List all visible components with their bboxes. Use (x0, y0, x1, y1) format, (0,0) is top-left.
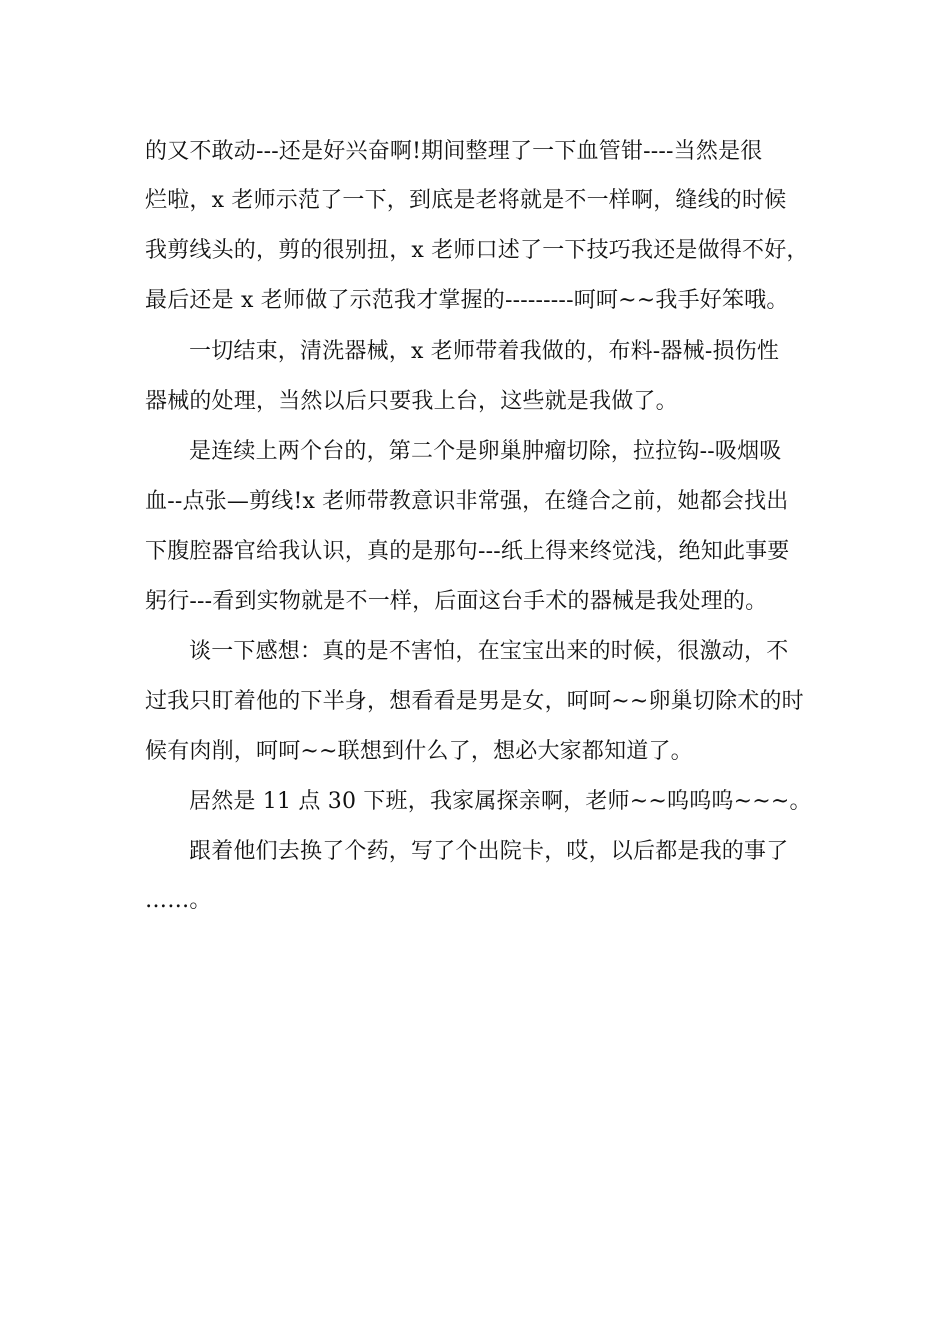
text-line: 的又不敢动---还是好兴奋啊!期间整理了一下血管钳----当然是很 (145, 139, 763, 164)
paragraph-first-line: 居然是 11 点 30 下班，我家属探亲啊，老师~~呜呜呜~~~。 (189, 789, 812, 814)
text-line: 过我只盯着他的下半身，想看看是男是女，呵呵~~卵巢切除术的时 (145, 689, 804, 714)
text-line: 躬行---看到实物就是不一样，后面这台手术的器械是我处理的。 (145, 589, 768, 614)
text-line: 烂啦，x 老师示范了一下，到底是老将就是不一样啊，缝线的时候 (145, 188, 787, 213)
text-line: 候有肉削，呵呵~~联想到什么了，想必大家都知道了。 (145, 739, 693, 764)
text-line: 器械的处理，当然以后只要我上台，这些就是我做了。 (145, 389, 678, 414)
paragraph-first-line: 一切结束，清洗器械，x 老师带着我做的，布料-器械-损伤性 (189, 339, 780, 364)
text-line: 下腹腔器官给我认识，真的是那句---纸上得来终觉浅，绝知此事要 (145, 539, 790, 564)
paragraph-first-line: 谈一下感想：真的是不害怕，在宝宝出来的时候，很激动，不 (189, 639, 789, 664)
text-line: ……。 (145, 888, 212, 913)
text-line: 血--点张—剪线!x 老师带教意识非常强，在缝合之前，她都会找出 (145, 489, 789, 514)
text-line: 最后还是 x 老师做了示范我才掌握的---------呵呵~~我手好笨哦。 (145, 288, 789, 313)
paragraph-first-line: 跟着他们去换了个药，写了个出院卡，哎，以后都是我的事了 (189, 839, 789, 864)
paragraph-first-line: 是连续上两个台的，第二个是卵巢肿瘤切除，拉拉钩--吸烟吸 (189, 439, 782, 464)
text-line: 我剪线头的，剪的很别扭，x 老师口述了一下技巧我还是做得不好， (145, 238, 809, 263)
